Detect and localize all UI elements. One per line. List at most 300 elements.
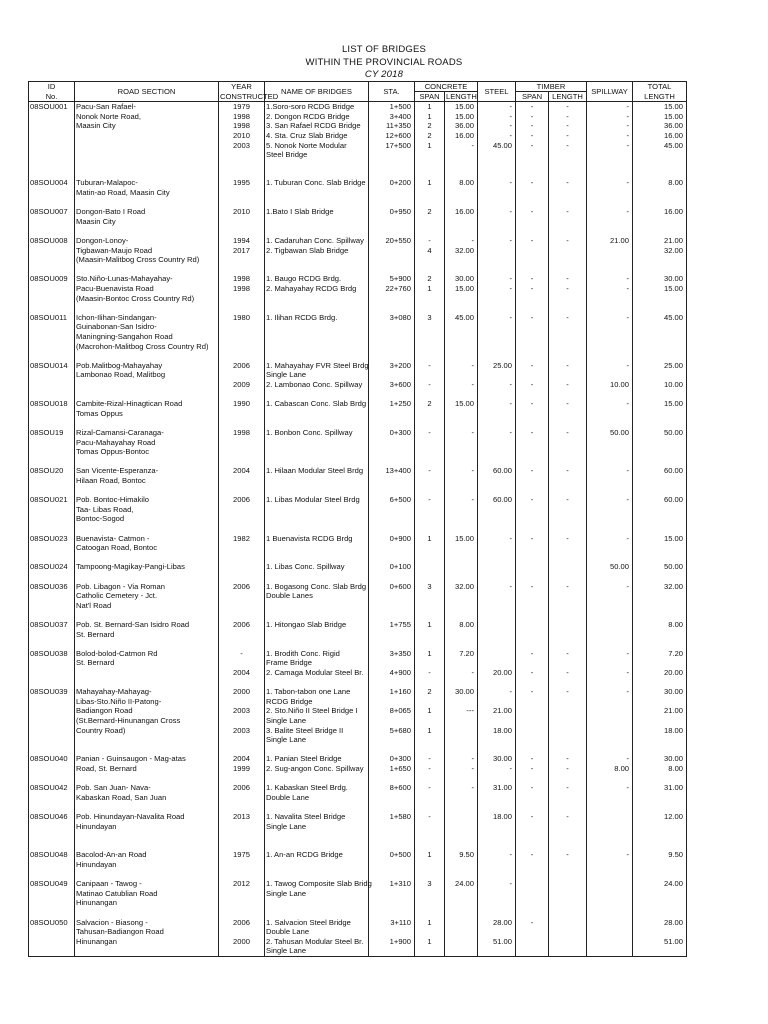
concrete-length-cell [445,428,478,466]
road-section: Bontoc-Sogod [76,514,125,524]
road-section: Nonok Norte Road, [76,111,142,121]
road-section: Dongon-Bato I Road [76,207,146,217]
spillway-length [588,370,631,380]
bridge-name: 1. Navalita Steel Bridge [266,811,346,821]
spillway-length: - [626,274,630,284]
concrete-span: - [428,380,431,390]
total-length-cell [633,620,687,649]
year-constructed: 2017 [233,245,250,255]
station: 3+400 [389,111,411,121]
timber-span [517,937,547,947]
table-row [29,236,687,274]
road-section: San Vicente-Esperanza- [76,466,159,476]
timber-length: - [566,754,569,764]
bridge-id-cell [29,783,75,812]
steel-length-cell [478,274,516,312]
year-constructed: 1995 [233,178,250,188]
spillway-length [588,879,631,889]
station: 6+500 [389,495,411,505]
concrete-length-cell [445,649,478,687]
timber-length: - [566,495,569,505]
year-constructed-cell [219,754,265,783]
station-cell [369,466,415,495]
year-constructed-cell [219,620,265,649]
year-constructed: 2006 [233,581,250,591]
bridge-name: 1.Soro-soro RCDG Bridge [266,102,355,112]
concrete-span: 1 [427,917,432,927]
timber-span: - [530,581,534,591]
steel-length: 18.00 [492,811,512,821]
bridge-name: 1. An-an RCDG Bridge [266,850,343,860]
total-length [634,658,685,668]
bridge-id-cell [29,207,75,236]
spillway-length [588,697,631,707]
steel-length [479,649,514,659]
total-length: 30.00 [664,274,684,284]
year-constructed: 2006 [233,495,250,505]
timber-span: - [530,121,534,131]
steel-length-cell [478,207,516,236]
station: 1+250 [389,399,411,409]
timber-span-cell [516,582,549,620]
bridge-name: 1. Hilaan Modular Steel Brdg [266,466,364,476]
total-length: 8.00 [668,178,684,188]
bridge-id-cell [29,649,75,687]
road-section: Matinao Catublian Road [76,888,158,898]
bridge-name: Frame Bridge [266,658,313,668]
spillway-length-cell [587,687,633,754]
total-length: 20.00 [664,667,684,677]
road-section: Pacu-Buenavista Road [76,284,154,294]
bridge-name: Single Lane [266,735,307,745]
concrete-length [446,918,476,928]
bridge-name: 3. Balite Steel Bridge II [266,725,344,735]
timber-length-cell [549,428,587,466]
timber-span-cell [516,687,549,754]
road-section-cell [75,534,219,563]
station-cell [369,361,415,399]
concrete-length: - [471,236,474,246]
bridge-id-cell [29,274,75,312]
table-row [29,178,687,207]
concrete-span: 2 [427,121,432,131]
station [370,370,413,380]
year-constructed-cell [219,236,265,274]
bridge-name-cell [265,399,369,428]
year-constructed-cell [219,102,265,179]
title-line-3: CY 2018 [364,69,404,80]
road-section: Rizal-Camansi-Caranaga- [76,428,164,438]
bridge-id-cell [29,361,75,399]
station-cell [369,582,415,620]
spillway-length [588,246,631,256]
bridge-id: 08SOU021 [30,495,68,505]
year-constructed: 1998 [233,111,250,121]
spillway-length-cell [587,582,633,620]
timber-length: - [566,466,569,476]
road-section: (Macrohon-Malitbog Cross Country Rd) [76,341,209,351]
header-steel: STEEL [478,82,516,102]
concrete-span: 1 [427,725,432,735]
bridge-name-cell [265,361,369,399]
table-row [29,428,687,466]
timber-length [550,706,585,716]
spillway-length: 8.00 [614,763,630,773]
concrete-length: 24.00 [454,879,474,889]
concrete-length: 32.00 [454,245,474,255]
spillway-length: 50.00 [610,428,630,438]
concrete-length [446,716,476,726]
bridge-name: Double Lanes [266,591,313,601]
station: 3+080 [389,312,411,322]
total-length: 8.00 [668,620,684,629]
timber-span: - [530,754,534,764]
year-constructed-cell [219,313,265,361]
total-length-cell [633,812,687,850]
bridge-id: 08SOU038 [30,648,68,658]
total-length-cell [633,879,687,917]
steel-length: 51.00 [492,936,512,946]
concrete-length-cell [445,918,478,957]
total-length: 50.00 [664,428,684,438]
year-constructed: 1998 [233,428,250,438]
bridge-name: 2. Sto.Niño II Steel Bridge I [266,706,358,716]
table-row [29,102,687,179]
concrete-length: - [471,763,474,773]
steel-length-cell [478,582,516,620]
steel-length-cell [478,620,516,649]
spillway-length [588,620,631,630]
table-row [29,649,687,687]
year-constructed: 1999 [233,763,250,773]
road-section: Tampoong-Magikay-Pangi-Libas [76,562,185,572]
timber-length: - [566,130,569,140]
timber-length: - [566,763,569,773]
concrete-length-cell [445,562,478,581]
bridge-id-cell [29,754,75,783]
bridge-name: 1. Salvacion Steel Bridge [266,917,351,927]
table-row [29,783,687,812]
header-timber-span: SPAN [516,92,549,102]
year-constructed-cell [219,783,265,812]
road-section-cell [75,754,219,783]
concrete-span [416,697,443,707]
road-section: Tuburan-Malapoc- [76,178,138,188]
station-cell [369,649,415,687]
year-constructed: 2006 [233,360,250,370]
road-section: Catholic Cemetery - Jct. [76,591,158,601]
station: 1+755 [389,620,411,629]
timber-span: - [530,236,534,246]
spillway-length-cell [587,428,633,466]
year-constructed [220,562,263,572]
steel-length: - [509,236,512,246]
bridge-id-cell [29,534,75,563]
concrete-length: - [471,783,474,793]
station-cell [369,850,415,879]
concrete-length: 15.00 [454,284,474,294]
road-section: Country Road) [76,725,126,735]
timber-length: - [566,312,569,322]
station [370,246,413,256]
year-constructed: 2006 [233,620,250,629]
year-constructed: 1998 [233,274,250,284]
steel-length: - [509,399,512,409]
road-section: Salvacion - Biasong - [76,917,148,927]
station: 3+110 [390,917,411,927]
road-section: Bacolod-An-an Road [76,850,147,860]
spillway-length: - [626,850,630,860]
concrete-span: 2 [427,687,432,697]
concrete-span-cell [415,428,445,466]
steel-length-cell [478,879,516,917]
steel-length-cell [478,687,516,754]
concrete-span: - [428,428,431,438]
concrete-length: 30.00 [454,687,474,697]
steel-length: - [509,312,512,322]
road-section: Ichon-Ilihan-Sindangan- [76,312,157,322]
total-length: 16.00 [664,130,684,140]
concrete-span [416,716,443,726]
year-constructed: 1998 [233,121,250,131]
bridge-name: Steel Bridge [266,150,308,160]
station: 12+600 [385,130,411,140]
table-row [29,562,687,581]
timber-length-cell [549,274,587,312]
spillway-length [588,927,631,937]
station: 13+400 [385,466,411,476]
road-section: Mahayahay-Mahayag- [76,687,152,697]
timber-length-cell [549,850,587,879]
road-section: Bolod-bolod-Catmon Rd [76,648,158,658]
concrete-span: 1 [427,706,432,716]
timber-span-cell [516,918,549,957]
timber-length: - [566,648,569,658]
bridge-name-cell [265,534,369,563]
concrete-span-cell [415,534,445,563]
road-section: Pob. Hinundayan-Navalita Road [76,811,185,821]
table-row [29,850,687,879]
station [370,927,413,937]
bridge-name-cell [265,236,369,274]
timber-span [517,927,547,937]
bridge-name-cell [265,620,369,649]
year-constructed: 1994 [233,236,250,246]
bridge-id: 08SOU018 [30,399,68,409]
spillway-length-cell [587,754,633,783]
year-constructed [220,697,263,707]
concrete-span-cell [415,687,445,754]
steel-length: 20.00 [492,667,512,677]
timber-span: - [530,850,534,860]
spillway-length-cell [587,918,633,957]
timber-span-cell [516,850,549,879]
station: 0+300 [389,428,411,438]
concrete-span-cell [415,274,445,312]
concrete-span [416,562,443,572]
station [370,716,413,726]
steel-length-cell [478,466,516,495]
year-constructed [220,370,263,380]
year-constructed-cell [219,361,265,399]
timber-length [550,716,585,726]
bridge-name: 3. San Rafael RCDG Bridge [266,121,361,131]
road-section: Pob. San Juan- Nava- [76,783,151,793]
concrete-length: 8.00 [459,620,474,629]
bridge-name: 1. Tawog Composite Slab Bridg [266,879,372,889]
bridge-name: Single Lane [266,370,307,380]
road-section-cell [75,783,219,812]
timber-span: - [530,533,534,543]
road-section: Kabaskan Road, San Juan [76,792,167,802]
spillway-length [588,658,631,668]
bridge-id-cell [29,428,75,466]
title-line-1: LIST OF BRIDGES [341,44,427,55]
steel-length [479,246,514,256]
steel-length: - [509,207,512,217]
spillway-length: - [626,140,630,150]
road-section: Road, St. Bernard [76,763,137,773]
bridge-id: 08SOU20 [30,466,64,476]
concrete-span-cell [415,361,445,399]
road-section: Hilaan Road, Bontoc [76,476,146,486]
concrete-length: 15.00 [454,533,474,543]
concrete-span-cell [415,620,445,649]
station: 20+550 [385,236,411,246]
concrete-span-cell [415,562,445,581]
road-section: Pob.Malitbog-Mahayahay [76,360,163,370]
year-constructed [220,927,263,937]
concrete-span: 1 [427,936,432,946]
timber-span-cell [516,534,549,563]
station-cell [369,812,415,850]
timber-span-cell [516,879,549,917]
bridge-name-cell [265,687,369,754]
year-constructed-cell [219,274,265,312]
concrete-span-cell [415,466,445,495]
road-section: St. Bernard [76,658,115,668]
station: 1+580 [389,811,411,821]
concrete-length-cell [445,534,478,563]
bridge-id-cell [29,620,75,649]
bridge-id-cell [29,399,75,428]
station-cell [369,274,415,312]
station-cell [369,879,415,917]
station-cell [369,102,415,179]
total-length-cell [633,754,687,783]
bridge-name: 1. Tuburan Conc. Slab Bridge [266,178,366,188]
total-length-cell [633,562,687,581]
concrete-span-cell [415,879,445,917]
table-row [29,620,687,649]
concrete-length: - [471,140,474,150]
station: 0+300 [389,754,411,764]
bridge-name-cell [265,918,369,957]
spillway-length: - [626,533,630,543]
timber-length: - [566,428,569,438]
total-length-cell [633,361,687,399]
bridge-name-cell [265,812,369,850]
timber-span [517,716,547,726]
timber-span [517,697,547,707]
spillway-length-cell [587,207,633,236]
bridge-name: 1. Tabon-tabon one Lane [266,687,351,697]
bridge-id-cell [29,879,75,917]
steel-length [479,620,514,630]
steel-length: 60.00 [492,466,512,476]
steel-length-cell [478,754,516,783]
total-length [634,716,685,726]
road-section: (Maasin-Bontoc Cross Country Rd) [76,293,195,303]
bridge-name: Single Lane [266,946,307,956]
bridge-id: 08SOU009 [30,274,68,284]
timber-length-cell [549,534,587,563]
total-length-cell [633,582,687,620]
concrete-span-cell [415,812,445,850]
station: 0+950 [389,207,411,217]
timber-span: - [530,783,534,793]
timber-span: - [530,495,534,505]
total-length [634,927,685,937]
steel-length [479,716,514,726]
steel-length: - [509,850,512,860]
bridge-name-cell [265,562,369,581]
year-constructed: 2010 [233,207,250,217]
bridge-id: 08SOU036 [30,581,68,591]
header-total-length: TOTAL LENGTH [633,82,687,102]
concrete-length-cell [445,361,478,399]
bridge-name-cell [265,207,369,236]
station: 0+100 [389,562,411,572]
spillway-length-cell [587,812,633,850]
bridge-name: 4. Sta. Cruz Slab Bridge [266,130,348,140]
year-constructed: - [240,648,243,658]
year-constructed: 2009 [233,380,250,390]
year-constructed: 1979 [233,102,250,112]
bridge-name-cell [265,274,369,312]
total-length: 60.00 [664,466,684,476]
road-section-cell [75,582,219,620]
concrete-length: 15.00 [454,399,474,409]
bridge-name: Double Lane [266,927,310,937]
spillway-length-cell [587,466,633,495]
total-length [634,697,685,707]
timber-span: - [530,274,534,284]
bridge-id-cell [29,918,75,957]
concrete-length: - [471,754,474,764]
station-cell [369,428,415,466]
total-length: 21.00 [664,236,684,246]
year-constructed: 2000 [233,936,250,946]
road-section: Canipaan - Tawog - [76,879,142,889]
concrete-length-cell [445,313,478,361]
total-length-cell [633,687,687,754]
steel-length: - [509,130,512,140]
spillway-length-cell [587,783,633,812]
table-row [29,274,687,312]
steel-length: - [509,428,512,438]
timber-length-cell [549,313,587,361]
concrete-span: - [428,466,431,476]
timber-length: - [566,274,569,284]
bridge-id-cell [29,236,75,274]
concrete-length-cell [445,102,478,179]
spillway-length: - [626,495,630,505]
timber-length [550,370,585,380]
concrete-span-cell [415,783,445,812]
header-concrete-length: LENGTH [446,92,477,102]
spillway-length: - [626,360,630,370]
